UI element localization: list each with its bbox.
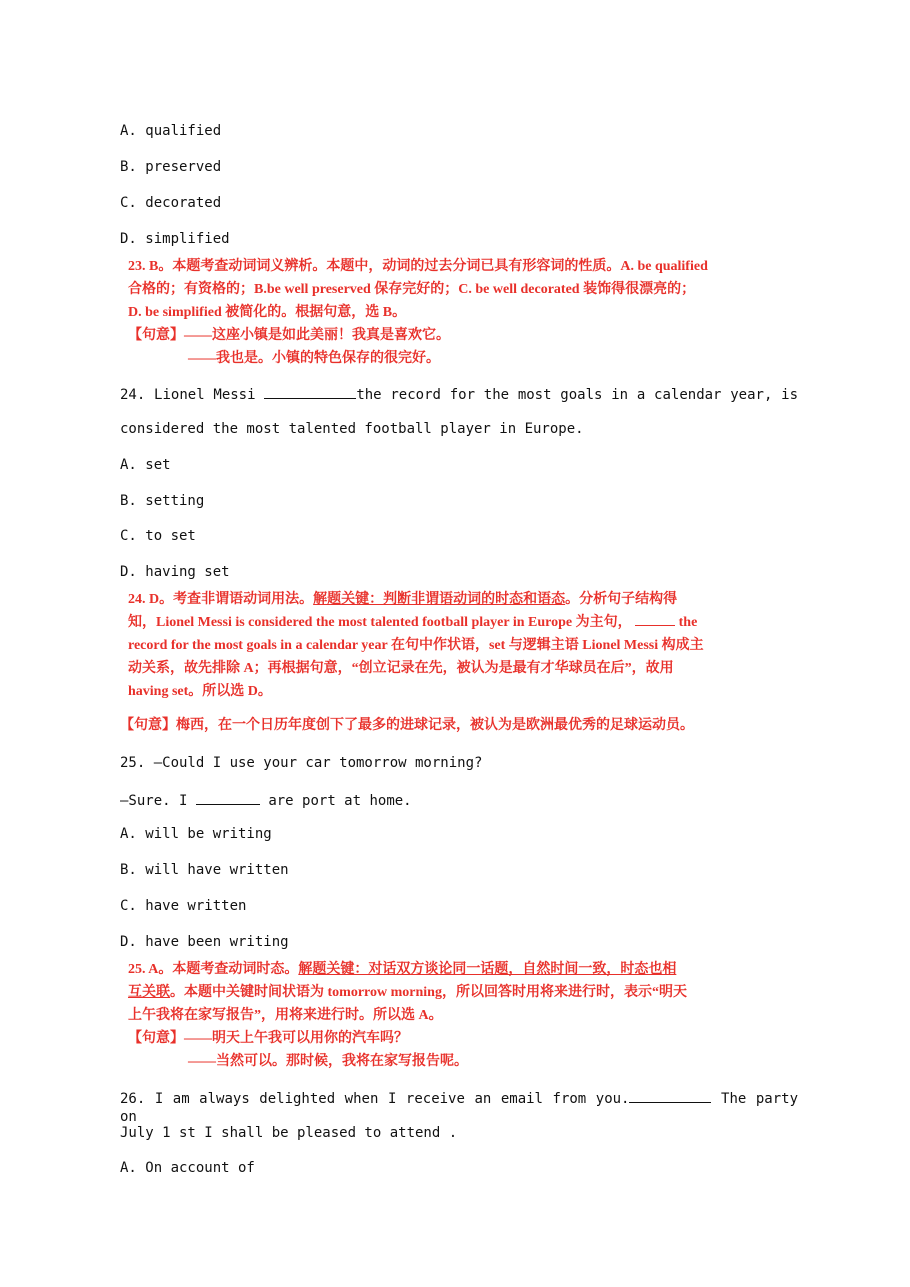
q24-blank xyxy=(264,384,356,399)
q24-meaning xyxy=(120,714,740,737)
q26-option-a: A. On account of xyxy=(120,1160,255,1176)
q23-option-d: D. simplified xyxy=(120,231,230,247)
q25-blank xyxy=(196,790,260,805)
q25-option-a: A. will be writing xyxy=(120,826,272,842)
q23-meaning-line: ——我也是。小镇的特色保存的很完好。 xyxy=(188,351,440,366)
q23-option-b: B. preserved xyxy=(120,159,222,175)
q24-answer-line: having set。所以选 D。 xyxy=(128,684,272,699)
q26-stem-text: 26. I am always delighted when I receive an email from you. xyxy=(120,1091,630,1107)
q25-stem-line2 xyxy=(120,790,412,810)
q24-answer-text: 24. D。考查非谓语动词用法。 xyxy=(128,592,314,607)
q24-answer-text: 。分析句子结构得 xyxy=(565,592,678,607)
q23-answer-line: D. be simplified 被简化的。根据句意，选 B。 xyxy=(128,305,407,320)
q25-option-d: D. have been writing xyxy=(120,934,289,950)
q23-answer xyxy=(128,255,748,370)
q25-answer-line xyxy=(128,981,748,1004)
q25-stem-text: —Sure. I xyxy=(120,793,188,809)
q25-stem-line1: 25. —Could I use your car tomorrow morning? xyxy=(120,755,483,771)
q24-answer-blank xyxy=(635,611,675,626)
q25-stem-text: are port at home. xyxy=(268,793,412,809)
q23-answer-line: 23. B。本题考查动词词义辨析。本题中，动词的过去分词已具有形容词的性质。A. be qualified xyxy=(128,259,708,274)
q25-meaning-line: 【句意】——明天上午我可以用你的汽车吗？ xyxy=(128,1031,408,1046)
q26-stem-line2: July 1 st I shall be pleased to attend . xyxy=(120,1125,458,1141)
q24-answer xyxy=(128,588,748,703)
q23-meaning-line: 【句意】——这座小镇是如此美丽！我真是喜欢它。 xyxy=(128,328,450,343)
q25-answer xyxy=(128,958,748,1073)
q23-option-c: C. decorated xyxy=(120,195,222,211)
q25-meaning-line: ——当然可以。那时候，我将在家写报告呢。 xyxy=(188,1054,468,1069)
q24-stem-line1 xyxy=(120,384,798,404)
q24-answer-line xyxy=(128,611,748,634)
q24-answer-text: 知，Lionel Messi is considered the most talented football player in Europe 为主句， xyxy=(128,615,632,630)
q26-blank xyxy=(629,1088,711,1103)
q24-answer-text: the xyxy=(678,615,698,630)
q23-option-a: A. qualified xyxy=(120,123,222,139)
q24-stem-text: the record for the most goals in a calendar year, is xyxy=(356,387,799,403)
q25-key-point: 解题关键：对话双方谈论同一话题，自然时间一致，时态也相 xyxy=(298,962,677,977)
q25-key-point: 互关联 xyxy=(128,985,170,1000)
q24-answer-line xyxy=(128,588,748,611)
q24-key-point: 解题关键：判断非谓语动词的时态和语态 xyxy=(313,592,566,607)
q25-answer-text: 25. A。本题考查动词时态。 xyxy=(128,962,299,977)
q24-stem-text: 24. Lionel Messi xyxy=(120,387,256,403)
q25-answer-line: 上午我将在家写报告”，用将来进行时。所以选 A。 xyxy=(128,1008,443,1023)
q24-answer-line: record for the most goals in a calendar year 在句中作状语，set 与逻辑主语 Lionel Messi 构成主 xyxy=(128,638,704,653)
q24-option-c: C. to set xyxy=(120,528,196,544)
q24-option-a: A. set xyxy=(120,457,171,473)
q25-option-b: B. will have written xyxy=(120,862,289,878)
q24-option-d: D. having set xyxy=(120,564,230,580)
q23-answer-line: 合格的；有资格的；B.be well preserved 保存完好的；C. be well decorated 装饰得很漂亮的； xyxy=(128,282,696,297)
q24-option-b: B. setting xyxy=(120,493,205,509)
q24-stem-line2: considered the most talented football player in Europe. xyxy=(120,421,584,437)
q26-stem-text: The party on xyxy=(120,1091,798,1125)
q24-meaning-line: 【句意】梅西，在一个日历年度创下了最多的进球记录，被认为是欧洲最优秀的足球运动员。 xyxy=(120,718,694,733)
q24-answer-line: 动关系，故先排除 A；再根据句意，“创立记录在先，被认为是最有才华球员在后”，故用 xyxy=(128,661,674,676)
q25-answer-text: 。本题中关键时间状语为 tomorrow morning，所以回答时用将来进行时，表示“明天 xyxy=(170,985,687,1000)
q26-stem-line1 xyxy=(120,1088,798,1126)
q25-option-c: C. have written xyxy=(120,898,247,914)
q25-answer-line xyxy=(128,958,748,981)
